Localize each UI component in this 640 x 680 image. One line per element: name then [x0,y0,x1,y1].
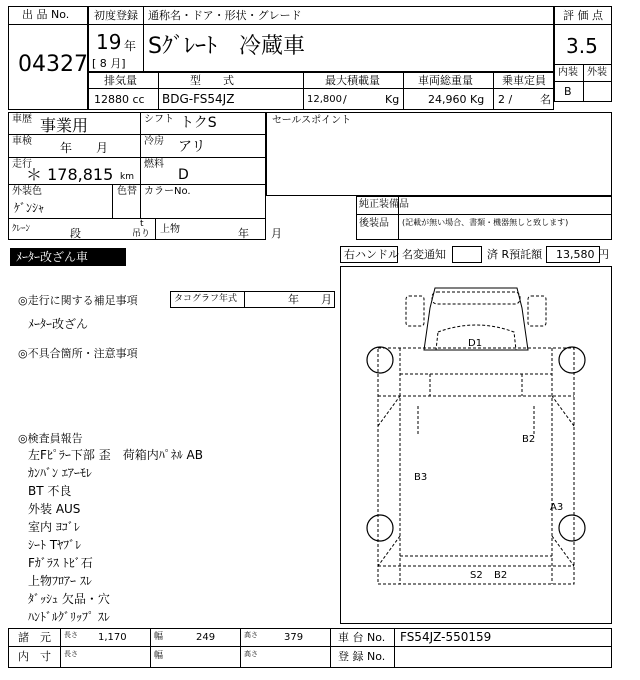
reg-month: [ 8 月] [92,57,126,70]
interior-label: 内装 [558,67,578,78]
history-value: 事業用 [40,116,89,135]
aftermarket-label: 後装品 [359,218,389,229]
color-value: ｹﾞﾝｼｬ [14,201,45,215]
year-unit: 年 [124,39,137,53]
report-item: BT 不良 [28,484,72,498]
recycle-amount: 13,580 円 [556,248,609,261]
equipment-label: 純正装備品 [359,199,409,210]
color-change-label: 色替 [117,186,137,197]
upper-label: 上物 [160,224,180,235]
mark-d1: D1 [468,338,483,349]
color-code-label: カラーNo. [144,186,191,197]
rhd-label: 右ハンドル [344,248,399,261]
history-label: 車歴 [12,114,32,125]
length-value: 1,170 [98,632,127,643]
max-load-sep: / [343,93,347,106]
capacity-label: 乗車定員 [502,74,546,87]
inspection-label: 車検 [12,136,32,147]
recycle-label: 済 R預託額 [487,248,543,261]
tachograph-label: タコグラフ年式 [174,294,238,304]
vehicle-name: Sｸﾞﾚｰﾄ 冷蔵車 [148,34,305,59]
mark-a3: A3 [550,502,564,513]
height-label: 高さ [244,631,258,639]
crane-stage: 段 [70,227,81,240]
inspector-heading: ◎検査員報告 [18,432,83,445]
crane-label: ｸﾚｰﾝ [12,224,31,234]
reg-label: 初度登録 [94,9,138,22]
max-load-unit: Kg [385,93,400,106]
mileage-unit: km [120,172,134,182]
lot-label: 出 品 No. [22,8,70,21]
max-load-label: 最大積載量 [325,74,380,87]
length-label: 長さ [64,631,78,639]
lot-number: 04327 [18,52,88,77]
wheel-front-right-icon [559,347,585,373]
interior-grade: B [564,85,572,98]
inspection-value: 年 月 [60,141,109,155]
mark-b2-rear: B2 [494,570,508,581]
color-label: 外装色 [12,186,42,197]
fuel-label: 燃料 [144,159,164,170]
model-value: BDG-FS54JZ [162,92,235,106]
report-item: ﾀﾞｯｼｭ 欠品・穴 [28,592,110,606]
inner-width-label: 幅 [154,651,164,661]
driving-note: ﾒｰﾀｰ改ざん [28,317,89,331]
score-label: 評 価 点 [563,9,603,22]
displacement-label: 排気量 [104,74,137,87]
mileage-value: ＊ 178,815 [26,165,114,184]
gross-weight-value: 24,960 Kg [428,93,485,106]
sales-point-label: セールスポイント [272,115,352,126]
mark-b3: B3 [414,472,428,483]
chassis-value: FS54JZ-550159 [400,630,492,644]
reg-year: 19 [96,30,122,54]
report-item: 室内 ﾖｺﾞﾚ [28,520,80,534]
max-load-value: 12,800 [307,94,342,105]
inner-height-label: 高さ [244,650,258,658]
fuel-value: D [178,167,189,183]
defects-heading: ◎不具合箇所・注意事項 [18,347,138,360]
cooler-value: アリ [178,139,206,155]
report-item: ﾊﾝﾄﾞﾙｸﾞﾘｯﾌﾟ ｽﾚ [28,610,110,624]
shift-value: トクS [180,115,217,131]
cooler-label: 冷房 [144,136,164,147]
name-change-label: 名変通知 [402,248,446,261]
shift-label: シフト [144,114,174,125]
width-label: 幅 [154,632,164,642]
mark-s2: S2 [470,570,483,581]
tachograph-date: 年 月 [288,293,332,306]
mileage-label: 走行 [12,159,32,170]
report-item: 外装 AUS [28,502,81,516]
gross-weight-label: 車両総重量 [418,74,473,87]
chassis-label: 車 台 No. [338,631,386,644]
aftermarket-note: (記載が無い場合、書類・機器無しと致します) [402,218,569,227]
wheel-front-left-icon [367,347,393,373]
report-item: 左Fﾋﾟﾗｰ下部 歪 荷箱内ﾊﾟﾈﾙ AB [28,448,203,462]
score-value: 3.5 [566,34,598,58]
model-label: 型 式 [190,74,234,87]
spec-label: 諸 元 [18,631,51,644]
upper-date: 年 月 [238,227,282,240]
driving-heading: ◎走行に関する補足事項 [18,294,138,307]
height-value: 379 [284,632,304,643]
wheel-rear-left-icon [367,515,393,541]
crane-ton: t [140,219,144,229]
width-value: 249 [196,632,216,643]
capacity-value: 2 / [498,93,513,106]
wheel-rear-right-icon [559,515,585,541]
displacement-value: 12880 cc [94,93,145,106]
name-label: 通称名・ドア・形状・グレード [148,9,302,22]
truck-diagram [340,266,612,624]
inner-label: 内 寸 [18,650,51,663]
report-item: ｶﾝﾊﾞﾝ ｴｱｰﾓﾚ [28,466,92,480]
mark-b2-side: B2 [522,434,536,445]
name-change-box [452,246,482,263]
report-item: Fｶﾞﾗｽ ﾄﾋﾞ石 [28,556,93,570]
inner-length-label: 長さ [64,650,78,658]
tampered-meter-banner: ﾒｰﾀｰ改ざん車 [10,248,126,266]
report-item: ｼｰﾄ Tﾔﾌﾞﾚ [28,538,82,552]
crane-lift: 吊り [132,229,151,239]
report-item: 上物ﾌﾛｱｰ ｽﾚ [28,574,92,588]
exterior-label: 外装 [587,67,607,78]
registration-label: 登 録 No. [338,650,386,663]
capacity-unit: 名 [540,93,551,106]
